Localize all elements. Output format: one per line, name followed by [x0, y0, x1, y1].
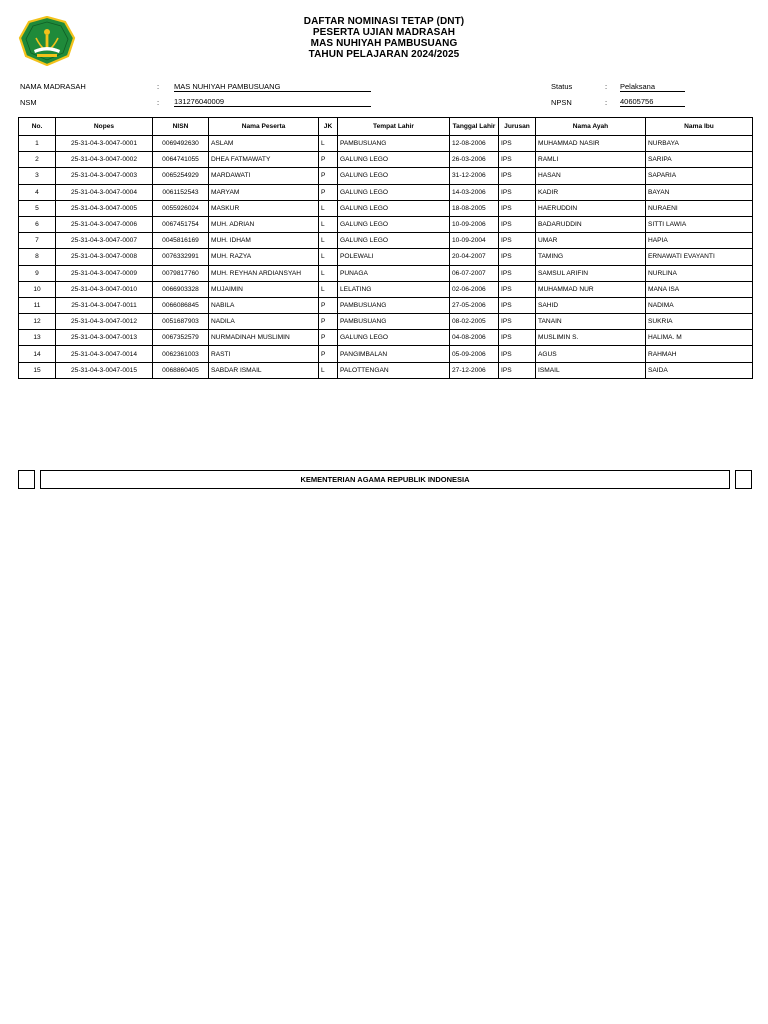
nsm-value: 131276040009 — [174, 97, 371, 107]
table-cell: P — [319, 314, 338, 330]
table-row — [19, 152, 753, 168]
table-row — [19, 314, 753, 330]
table-cell: 6 — [19, 216, 56, 232]
table-cell: MUH. RAZYA — [209, 249, 319, 265]
column-header: NISN — [153, 118, 209, 136]
table-cell: L — [319, 200, 338, 216]
column-header: Nopes — [56, 118, 153, 136]
table-cell: IPS — [499, 265, 536, 281]
table-cell: GALUNG LEGO — [338, 330, 450, 346]
table-cell: 08-02-2005 — [450, 314, 499, 330]
table-cell: 0067352579 — [153, 330, 209, 346]
column-header: Tanggal Lahir — [450, 118, 499, 136]
table-cell: MUJAIMIN — [209, 281, 319, 297]
column-header: JK — [319, 118, 338, 136]
table-cell: HAERUDDIN — [536, 200, 646, 216]
table-cell: IPS — [499, 184, 536, 200]
npsn-label: NPSN — [551, 98, 572, 107]
participants-table — [18, 117, 753, 379]
table-header-row — [19, 118, 753, 136]
column-header: No. — [19, 118, 56, 136]
table-cell: MUH. REYHAN ARDIANSYAH — [209, 265, 319, 281]
table-row — [19, 136, 753, 152]
table-cell: RASTI — [209, 346, 319, 362]
table-cell: IPS — [499, 330, 536, 346]
table-cell: RAHMAH — [646, 346, 753, 362]
title-line: TAHUN PELAJARAN 2024/2025 — [308, 49, 460, 60]
table-cell: 8 — [19, 249, 56, 265]
table-row — [19, 362, 753, 378]
table-cell: PAMBUSUANG — [338, 297, 450, 313]
table-cell: IPS — [499, 168, 536, 184]
npsn-value: 40605756 — [620, 97, 685, 107]
table-cell: SAMSUL ARIFIN — [536, 265, 646, 281]
nama-madrasah-value: MAS NUHIYAH PAMBUSUANG — [174, 82, 371, 92]
table-cell: LELATING — [338, 281, 450, 297]
ministry-footer — [40, 470, 730, 489]
table-row — [19, 281, 753, 297]
table-cell: GALUNG LEGO — [338, 233, 450, 249]
table-cell: P — [319, 184, 338, 200]
table-cell: IPS — [499, 281, 536, 297]
table-row — [19, 168, 753, 184]
table-cell: L — [319, 281, 338, 297]
table-row — [19, 346, 753, 362]
table-body — [19, 136, 753, 379]
table-cell: 25-31-04-3-0047-0015 — [56, 362, 153, 378]
table-cell: 2 — [19, 152, 56, 168]
table-cell: 12-08-2006 — [450, 136, 499, 152]
table-cell: DHEA FATMAWATY — [209, 152, 319, 168]
table-cell: PANGIMBALAN — [338, 346, 450, 362]
table-cell: SUKRIA — [646, 314, 753, 330]
table-cell: 0064741055 — [153, 152, 209, 168]
table-cell: PUNAGA — [338, 265, 450, 281]
table-cell: 7 — [19, 233, 56, 249]
table-cell: IPS — [499, 136, 536, 152]
table-cell: 25-31-04-3-0047-0005 — [56, 200, 153, 216]
table-cell: HASAN — [536, 168, 646, 184]
table-cell: 4 — [19, 184, 56, 200]
table-cell: 25-31-04-3-0047-0002 — [56, 152, 153, 168]
table-cell: TANAIN — [536, 314, 646, 330]
table-cell: IPS — [499, 249, 536, 265]
table-row — [19, 233, 753, 249]
table-cell: SABDAR ISMAIL — [209, 362, 319, 378]
title-line: MAS NUHIYAH PAMBUSUANG — [310, 38, 458, 49]
status-value: Pelaksana — [620, 82, 685, 92]
table-cell: MUSLIMIN S. — [536, 330, 646, 346]
table-cell: 20-04-2007 — [450, 249, 499, 265]
column-header: Nama Peserta — [209, 118, 319, 136]
nsm-label: NSM — [20, 98, 37, 107]
table-cell: 25-31-04-3-0047-0003 — [56, 168, 153, 184]
table-cell: 25-31-04-3-0047-0007 — [56, 233, 153, 249]
table-cell: 0045816169 — [153, 233, 209, 249]
table-cell: RAMLI — [536, 152, 646, 168]
status-label: Status — [551, 82, 573, 91]
table-cell: HALIMA. M — [646, 330, 753, 346]
footer-left-box — [18, 470, 35, 489]
table-cell: 0051687903 — [153, 314, 209, 330]
table-cell: 02-06-2006 — [450, 281, 499, 297]
table-cell: ASLAM — [209, 136, 319, 152]
ministry-name: KEMENTERIAN AGAMA REPUBLIK INDONESIA — [300, 475, 470, 484]
table-cell: NADILA — [209, 314, 319, 330]
table-cell: L — [319, 362, 338, 378]
table-cell: MARYAM — [209, 184, 319, 200]
table-cell: 0065254929 — [153, 168, 209, 184]
table-cell: 06-07-2007 — [450, 265, 499, 281]
table-cell: GALUNG LEGO — [338, 200, 450, 216]
table-row — [19, 297, 753, 313]
table-cell: GALUNG LEGO — [338, 168, 450, 184]
table-cell: 25-31-04-3-0047-0012 — [56, 314, 153, 330]
table-cell: GALUNG LEGO — [338, 152, 450, 168]
table-cell: 0067451754 — [153, 216, 209, 232]
column-header: Nama Ayah — [536, 118, 646, 136]
colon: : — [605, 82, 608, 91]
table-cell: 9 — [19, 265, 56, 281]
table-cell: IPS — [499, 152, 536, 168]
table-cell: NURAENI — [646, 200, 753, 216]
table-cell: 27-12-2006 — [450, 362, 499, 378]
table-row — [19, 265, 753, 281]
table-cell: 1 — [19, 136, 56, 152]
table-cell: MANA ISA — [646, 281, 753, 297]
table-cell: NURMADINAH MUSLIMIN — [209, 330, 319, 346]
column-header: Tempat Lahir — [338, 118, 450, 136]
table-cell: 04-08-2006 — [450, 330, 499, 346]
table-row — [19, 330, 753, 346]
table-cell: 14-03-2006 — [450, 184, 499, 200]
table-cell: PAMBUSUANG — [338, 314, 450, 330]
table-cell: L — [319, 249, 338, 265]
table-cell: L — [319, 136, 338, 152]
table-cell: P — [319, 152, 338, 168]
table-cell: 10-09-2006 — [450, 216, 499, 232]
colon: : — [157, 98, 160, 107]
colon: : — [605, 98, 608, 107]
table-cell: BAYAN — [646, 184, 753, 200]
table-cell: POLEWALI — [338, 249, 450, 265]
table-cell: 25-31-04-3-0047-0006 — [56, 216, 153, 232]
table-cell: 0068860405 — [153, 362, 209, 378]
table-cell: 05-09-2006 — [450, 346, 499, 362]
table-cell: 26-03-2006 — [450, 152, 499, 168]
table-cell: TAMING — [536, 249, 646, 265]
table-cell: 25-31-04-3-0047-0014 — [56, 346, 153, 362]
table-cell: NABILA — [209, 297, 319, 313]
table-cell: IPS — [499, 233, 536, 249]
table-cell: P — [319, 330, 338, 346]
table-cell: MUHAMMAD NUR — [536, 281, 646, 297]
document-title — [0, 16, 768, 60]
table-cell: 0076332991 — [153, 249, 209, 265]
table-cell: 0079817760 — [153, 265, 209, 281]
table-cell: NURLINA — [646, 265, 753, 281]
table-cell: 18-08-2005 — [450, 200, 499, 216]
table-cell: L — [319, 233, 338, 249]
table-cell: BADARUDDIN — [536, 216, 646, 232]
table-cell: MARDAWATI — [209, 168, 319, 184]
table-cell: L — [319, 216, 338, 232]
table-cell: 25-31-04-3-0047-0011 — [56, 297, 153, 313]
table-cell: P — [319, 346, 338, 362]
table-cell: P — [319, 168, 338, 184]
table-cell: 25-31-04-3-0047-0013 — [56, 330, 153, 346]
table-cell: P — [319, 297, 338, 313]
footer-right-box — [735, 470, 752, 489]
table-cell: 0066903328 — [153, 281, 209, 297]
table-cell: MUHAMMAD NASIR — [536, 136, 646, 152]
table-cell: 25-31-04-3-0047-0010 — [56, 281, 153, 297]
table-cell: 25-31-04-3-0047-0004 — [56, 184, 153, 200]
table-cell: IPS — [499, 346, 536, 362]
table-cell: SAIDA — [646, 362, 753, 378]
table-cell: 25-31-04-3-0047-0009 — [56, 265, 153, 281]
colon: : — [157, 82, 160, 91]
table-cell: L — [319, 265, 338, 281]
title-line: PESERTA UJIAN MADRASAH — [312, 27, 456, 38]
table-cell: 10-09-2004 — [450, 233, 499, 249]
table-cell: 5 — [19, 200, 56, 216]
column-header: Nama Ibu — [646, 118, 753, 136]
table-cell: SAPARIA — [646, 168, 753, 184]
table-cell: UMAR — [536, 233, 646, 249]
table-cell: 0066086845 — [153, 297, 209, 313]
table-cell: ISMAIL — [536, 362, 646, 378]
table-cell: AGUS — [536, 346, 646, 362]
table-cell: MUH. IDHAM — [209, 233, 319, 249]
table-cell: MUH. ADRIAN — [209, 216, 319, 232]
column-header: Jurusan — [499, 118, 536, 136]
table-cell: KADIR — [536, 184, 646, 200]
table-cell: IPS — [499, 297, 536, 313]
table-cell: 25-31-04-3-0047-0001 — [56, 136, 153, 152]
table-cell: 13 — [19, 330, 56, 346]
table-cell: 25-31-04-3-0047-0008 — [56, 249, 153, 265]
table-cell: GALUNG LEGO — [338, 184, 450, 200]
table-cell: ERNAWATI EVAYANTI — [646, 249, 753, 265]
table-cell: NURBAYA — [646, 136, 753, 152]
table-cell: 0055926024 — [153, 200, 209, 216]
nama-madrasah-label: NAMA MADRASAH — [20, 82, 86, 91]
table-cell: 0069492630 — [153, 136, 209, 152]
table-cell: MASKUR — [209, 200, 319, 216]
table-cell: 15 — [19, 362, 56, 378]
table-cell: SARIPA — [646, 152, 753, 168]
table-cell: NADIMA — [646, 297, 753, 313]
table-cell: IPS — [499, 200, 536, 216]
table-cell: PALOTTENGAN — [338, 362, 450, 378]
table-cell: GALUNG LEGO — [338, 216, 450, 232]
table-cell: 14 — [19, 346, 56, 362]
table-cell: 11 — [19, 297, 56, 313]
table-cell: 27-05-2006 — [450, 297, 499, 313]
table-cell: 3 — [19, 168, 56, 184]
table-row — [19, 184, 753, 200]
table-cell: SAHID — [536, 297, 646, 313]
table-row — [19, 200, 753, 216]
table-cell: IPS — [499, 314, 536, 330]
table-cell: 31-12-2006 — [450, 168, 499, 184]
table-row — [19, 216, 753, 232]
table-cell: PAMBUSUANG — [338, 136, 450, 152]
table-row — [19, 249, 753, 265]
title-line: DAFTAR NOMINASI TETAP (DNT) — [303, 16, 465, 27]
table-cell: 0062361003 — [153, 346, 209, 362]
table-cell: 0061152543 — [153, 184, 209, 200]
table-cell: IPS — [499, 362, 536, 378]
table-cell: 10 — [19, 281, 56, 297]
table-cell: IPS — [499, 216, 536, 232]
table-cell: 12 — [19, 314, 56, 330]
table-cell: SITTI LAWIA — [646, 216, 753, 232]
table-cell: HAPIA — [646, 233, 753, 249]
